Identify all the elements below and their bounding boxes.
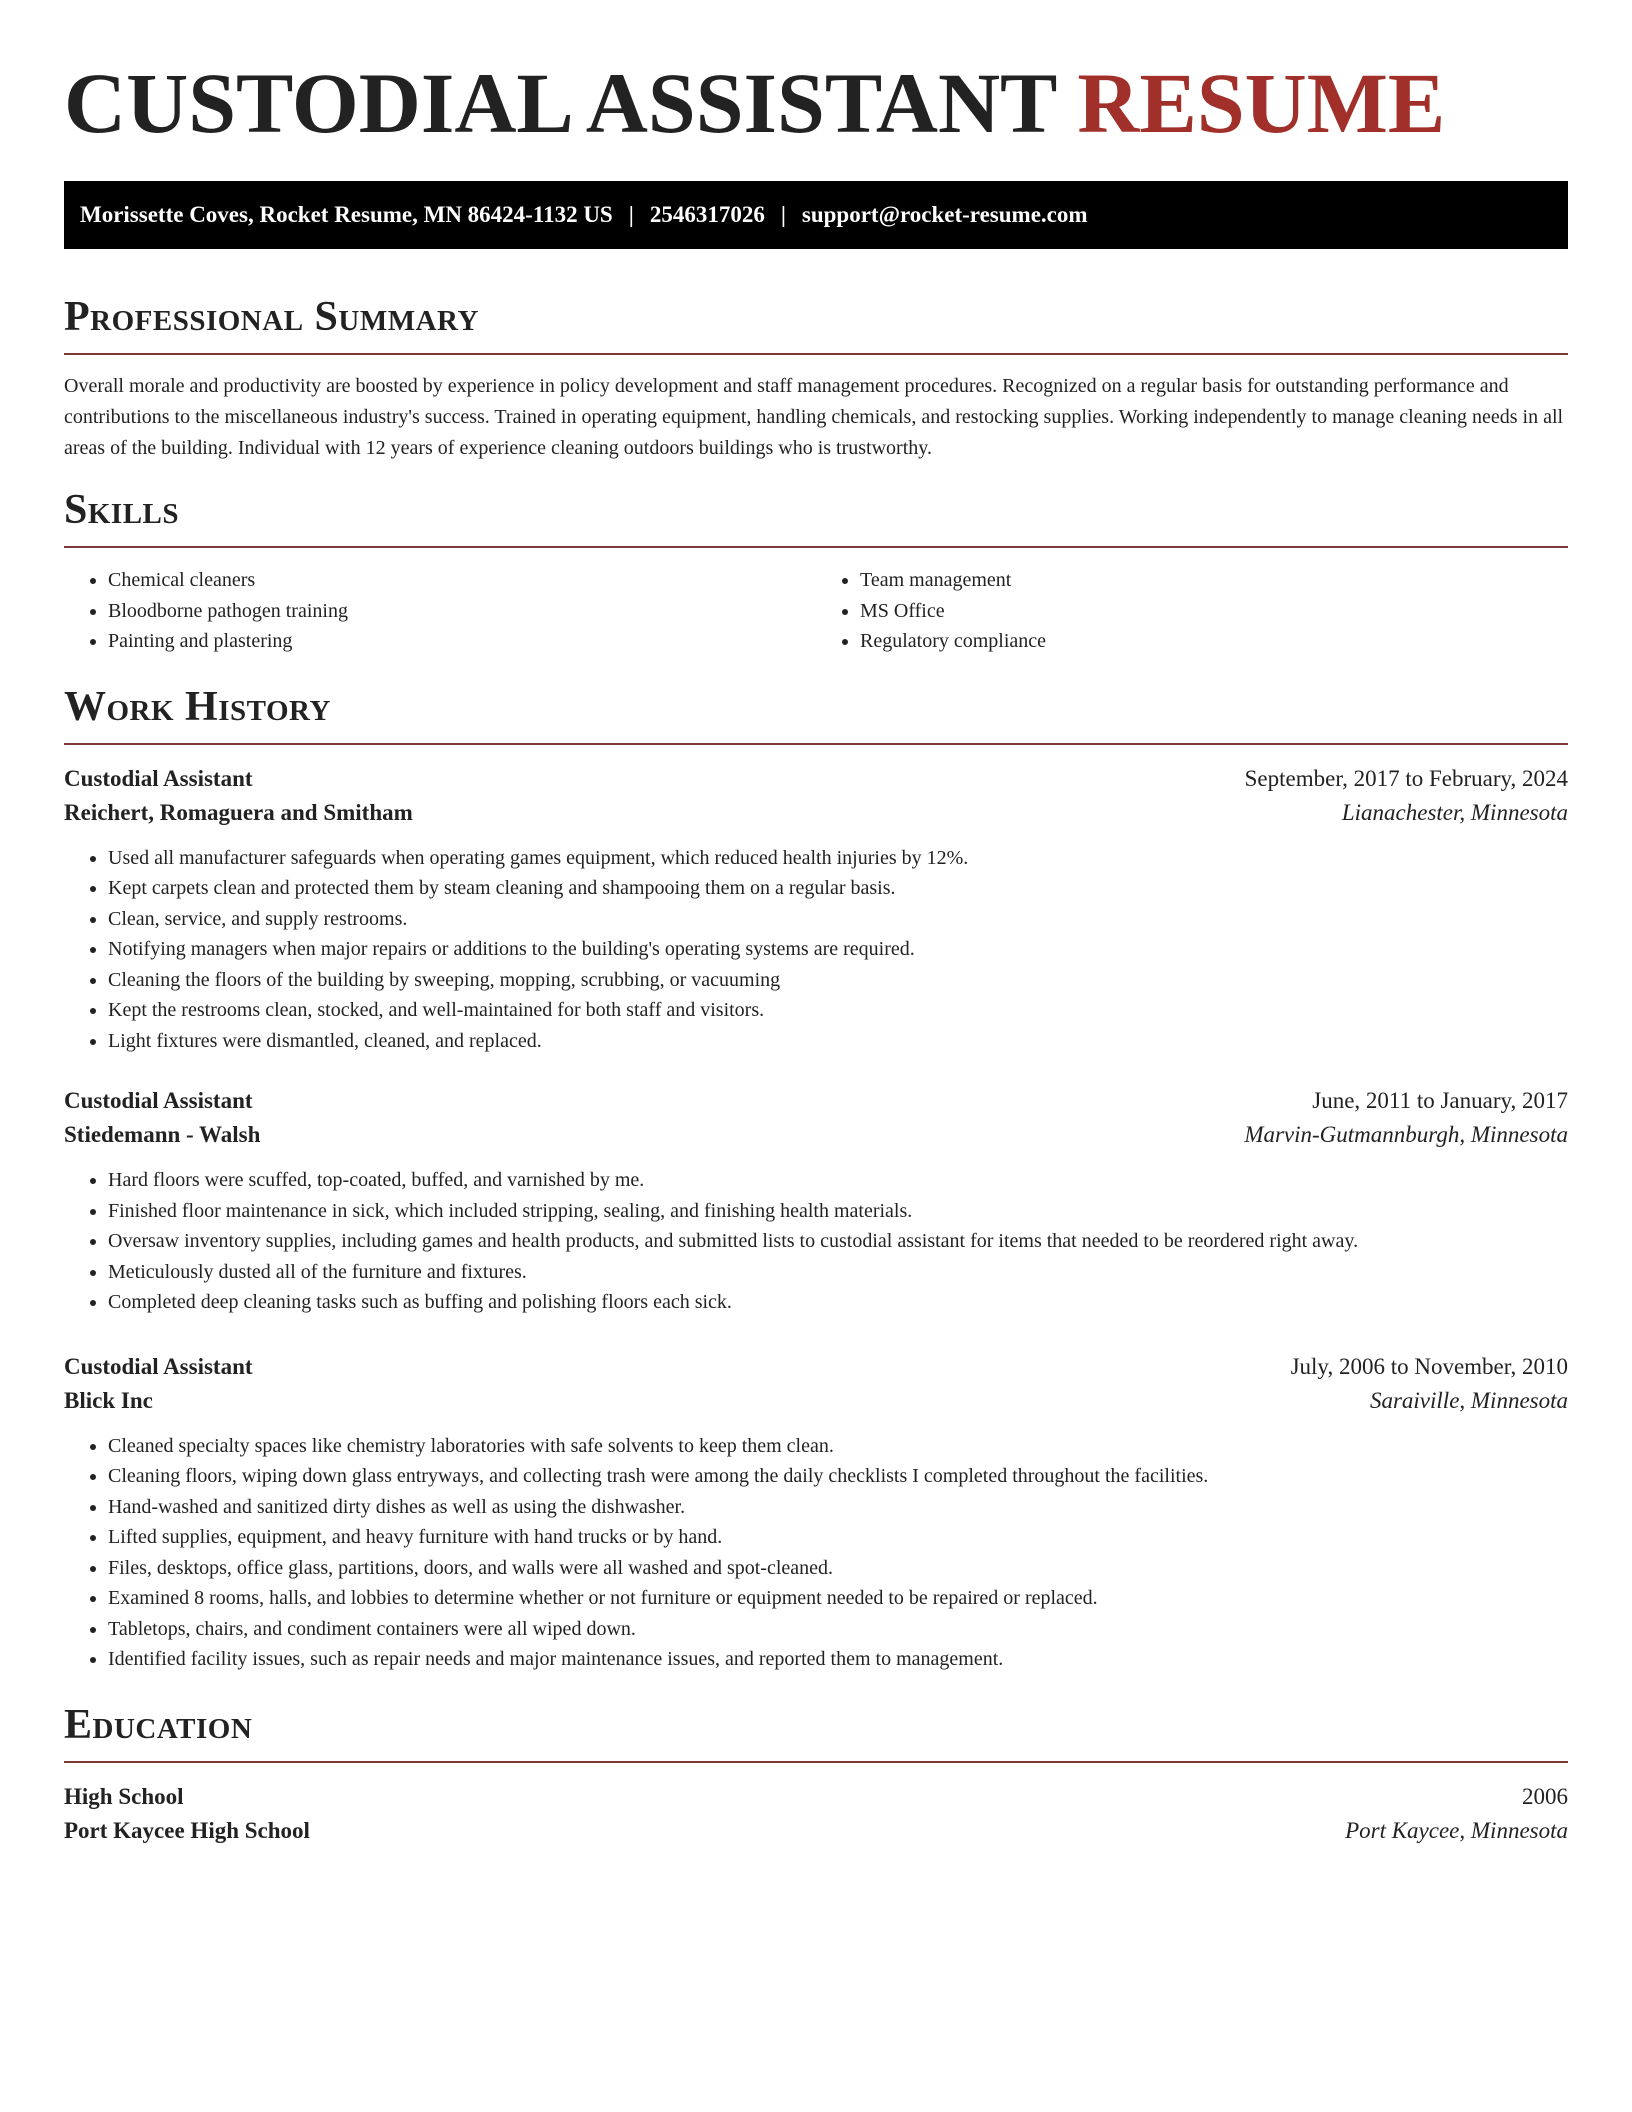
job-bullets [64, 843, 1568, 1057]
skill-item: • MS Office [860, 596, 1568, 627]
contact-separator: | [780, 202, 786, 227]
contact-email: support@rocket-resume.com [801, 202, 1088, 227]
education-degree: High School [64, 1783, 184, 1809]
job-location: Marvin-Gutmannburgh, Minnesota [1244, 1122, 1568, 1147]
job-location: Lianachester, Minnesota [1341, 799, 1568, 825]
job-bullet: • Finished floor maintenance in sick, which included stripping, sealing, and finishing health materials. [108, 1196, 1568, 1227]
resume-title [64, 55, 1568, 151]
job-bullet: • Cleaning floors, wiping down glass entryways, and collecting trash were among the daily checklists I completed throughout the facilities. [108, 1461, 1568, 1492]
education-location: Port Kaycee, Minnesota [1345, 1817, 1568, 1843]
skill-item: • Regulatory compliance [860, 626, 1568, 657]
job-bullet: • Hard floors were scuffed, top-coated, buffed, and varnished by me. [108, 1165, 1568, 1196]
education-year: 2006 [1522, 1783, 1568, 1809]
job-company: Blick Inc [64, 1387, 153, 1413]
job-company-row [64, 1118, 1568, 1152]
job-header-row [64, 1350, 1568, 1384]
skill-item: • Chemical cleaners [108, 565, 816, 596]
skills-grid [64, 565, 1568, 657]
job-bullet: • Examined 8 rooms, halls, and lobbies to determine whether or not furniture or equipment needed to be repaired or replaced. [108, 1583, 1568, 1614]
section-divider [64, 1761, 1568, 1763]
job-bullet: • Hand-washed and sanitized dirty dishes as well as using the dishwasher. [108, 1492, 1568, 1523]
job-company: Reichert, Romaguera and Smitham [64, 799, 413, 825]
job-entry [64, 1350, 1568, 1675]
skill-item: • Painting and plastering [108, 626, 816, 657]
job-bullet: • Oversaw inventory supplies, including games and health products, and submitted lists to custodial assistant for items that needed to be reordered right away. [108, 1226, 1568, 1257]
work-heading: Work History [64, 683, 331, 730]
job-bullets [64, 1165, 1568, 1318]
job-bullet: • Notifying managers when major repairs or additions to the building's operating systems are required. [108, 934, 1568, 965]
section-divider [64, 353, 1568, 355]
job-dates: September, 2017 to February, 2024 [1244, 765, 1568, 791]
education-school-row [64, 1814, 1568, 1848]
job-bullet: • Used all manufacturer safeguards when operating games equipment, which reduced health injuries by 12%. [108, 843, 1568, 874]
job-header-row [64, 1084, 1568, 1118]
job-bullet: • Light fixtures were dismantled, cleaned, and replaced. [108, 1026, 1568, 1057]
job-location: Saraiville, Minnesota [1369, 1387, 1568, 1413]
job-title: Custodial Assistant [64, 765, 253, 791]
summary-section [64, 293, 1568, 464]
contact-separator: | [628, 202, 634, 227]
summary-heading: Professional Summary [64, 294, 479, 340]
job-bullet: • Kept carpets clean and protected them by steam cleaning and shampooing them on a regular basis. [108, 873, 1568, 904]
job-company: Stiedemann - Walsh [64, 1122, 261, 1147]
work-section [64, 683, 1568, 1675]
summary-text: Overall morale and productivity are boosted by experience in policy development and staff management procedures. Recognized on a regular basis for outstanding performance and contributions to the miscellaneous industry's success. Trained in operating equipment, handling chemicals, and restocking supplies. Working independently to manage cleaning needs in all areas of the building. Individual with 12 years of experience cleaning outdoors buildings who is trustworthy. [64, 375, 1564, 459]
job-company-row [64, 1384, 1568, 1418]
skills-list-right [816, 565, 1568, 657]
job-bullet: • Cleaned specialty spaces like chemistry laboratories with safe solvents to keep them clean. [108, 1431, 1568, 1462]
contact-phone: 2546317026 [649, 202, 765, 227]
job-bullet: • Cleaning the floors of the building by sweeping, mopping, scrubbing, or vacuuming [108, 965, 1568, 996]
job-bullet: • Lifted supplies, equipment, and heavy furniture with hand trucks or by hand. [108, 1522, 1568, 1553]
education-header-row [64, 1780, 1568, 1814]
job-title: Custodial Assistant [64, 1088, 253, 1113]
education-school: Port Kaycee High School [64, 1817, 310, 1843]
title-main: CUSTODIAL ASSISTANT [64, 55, 1056, 151]
job-dates: July, 2006 to November, 2010 [1290, 1353, 1568, 1379]
job-bullet: • Completed deep cleaning tasks such as buffing and polishing floors each sick. [108, 1287, 1568, 1318]
skill-item: • Team management [860, 565, 1568, 596]
job-bullets [64, 1431, 1568, 1675]
skills-section [64, 486, 1568, 657]
education-entry [64, 1780, 1568, 1848]
skills-list-left [64, 565, 816, 657]
section-divider [64, 546, 1568, 548]
job-header-row [64, 762, 1568, 796]
job-dates: June, 2011 to January, 2017 [1312, 1088, 1568, 1113]
contact-bar [64, 181, 1568, 249]
contact-address: Morissette Coves, Rocket Resume, MN 86424-1132 US [80, 202, 613, 227]
title-accent: RESUME [1077, 55, 1446, 151]
job-bullet: • Identified facility issues, such as repair needs and major maintenance issues, and reported them to management. [108, 1644, 1568, 1675]
job-entry [64, 762, 1568, 1057]
skill-item: • Bloodborne pathogen training [108, 596, 816, 627]
education-section [64, 1701, 1568, 1848]
section-divider [64, 743, 1568, 745]
job-company-row [64, 796, 1568, 830]
job-bullet: • Tabletops, chairs, and condiment containers were all wiped down. [108, 1614, 1568, 1645]
job-bullet: • Meticulously dusted all of the furniture and fixtures. [108, 1257, 1568, 1288]
job-bullet: • Clean, service, and supply restrooms. [108, 904, 1568, 935]
job-bullet: • Kept the restrooms clean, stocked, and well-maintained for both staff and visitors. [108, 995, 1568, 1026]
job-title: Custodial Assistant [64, 1353, 253, 1379]
skills-heading: Skills [64, 487, 180, 533]
education-heading: Education [64, 1701, 253, 1748]
job-bullet: • Files, desktops, office glass, partitions, doors, and walls were all washed and spot-cleaned. [108, 1553, 1568, 1584]
job-entry [64, 1084, 1568, 1318]
